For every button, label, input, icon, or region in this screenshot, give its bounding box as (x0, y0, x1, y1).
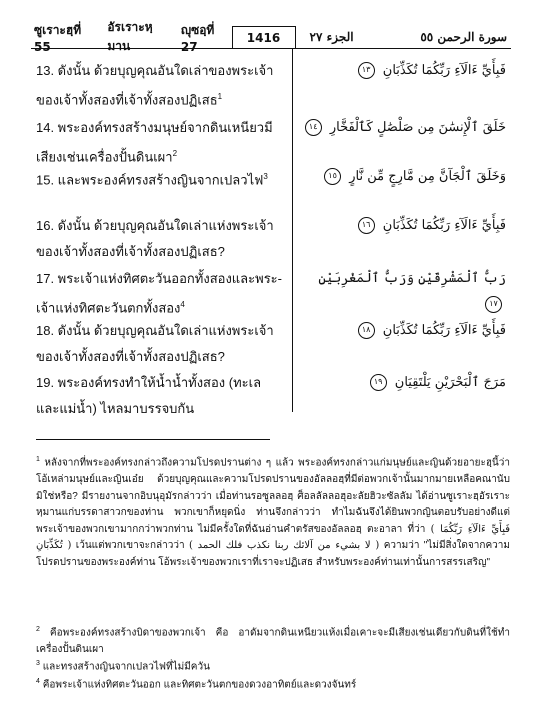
surah-name-th: อัรเราะหฺมาน (107, 20, 153, 53)
verse-line: 15. และพระองค์ทรงสร้างญินจากเปลวไฟ (36, 172, 264, 188)
verse-16 (36, 213, 510, 265)
header-rule (31, 48, 511, 49)
page-number: 1416 (232, 26, 296, 48)
verse-15 (36, 164, 510, 193)
verse-number-icon: ١٥ (324, 168, 341, 185)
verse-line: 13. ดังนั้น ด้วยบุญคุณอันใดเล่าของพระเจ้า (36, 63, 274, 78)
juz-ar: الجزء ٢٧ (309, 30, 354, 44)
verse-line: ของเจ้าทั้งสองที่เจ้าทั้งสองปฏิเสธ? (36, 244, 225, 259)
arabic-text: مَرَجَ ٱلْبَحْرَيْنِ يَلْتَقِيَانِ (394, 375, 506, 390)
verse-arabic (298, 213, 510, 265)
verse-number-icon: ١٩ (370, 374, 387, 391)
arabic-text: فَبِأَيِّ ءَالَآءِ رَبِّكُمَا تُكَذِّبَانِ (382, 323, 506, 338)
footnote-ref[interactable]: 2 (172, 149, 178, 158)
verse-number-icon: ١٣ (358, 62, 375, 79)
verse-line: เสียงเช่นเครื่องปั้นดินเผา (36, 149, 173, 165)
verse-line: 14. พระองค์ทรงสร้างมนุษย์จากดินเหนียวมี (36, 120, 273, 135)
verse-thai (36, 58, 298, 113)
verse-18 (36, 318, 510, 370)
footnote-text: คือพระองค์ทรงสร้างบิดาของพวกเจ้า คือ อาดัมจากดินเหนียวแห้งเมื่อเคาะจะมีเสียงเช่นเดียวกับดินที่ใช้ทำเครื่องปั้นดินเผา (36, 627, 510, 655)
footnote-mark: 3 (36, 660, 40, 667)
footnote-1 (36, 452, 510, 571)
verse-line: 17. พระเจ้าแห่งทิศตะวันออกทั้งสองและพระ- (36, 271, 282, 286)
footnote-2 (36, 622, 510, 659)
verse-number-icon: ١٦ (358, 217, 375, 234)
footnote-text: คือพระเจ้าแห่งทิศตะวันออก และทิศตะวันตกของดวงอาทิตย์และดวงจันทร์ (42, 679, 357, 691)
footnote-ref[interactable]: 4 (180, 300, 185, 309)
footnote-text: และทรงสร้างญินจากเปลวไฟที่ไม่มีควัน (42, 661, 210, 673)
footnote-3 (36, 656, 510, 676)
verse-thai (36, 213, 298, 265)
verse-number-icon: ١٤ (305, 119, 322, 136)
arabic-text: فَبِأَيِّ ءَالَآءِ رَبِّكُمَا تُكَذِّبَانِ (382, 218, 506, 233)
verse-line: ของเจ้าทั้งสองที่เจ้าทั้งสองปฏิเสธ? (36, 349, 225, 364)
verse-19 (36, 370, 510, 422)
arabic-text: وَخَلَقَ ٱلْجَآنَّ مِن مَّارِجٍ مِّن نَّارٍ (349, 169, 506, 184)
verse-arabic (298, 266, 510, 321)
verse-number-icon: ١٨ (358, 322, 375, 339)
verse-17 (36, 266, 510, 321)
verse-number-icon: ١٧ (485, 296, 502, 313)
footnote-mark: 1 (36, 456, 40, 463)
verse-line: ของเจ้าทั้งสองที่เจ้าทั้งสองปฏิเสธ (36, 92, 218, 108)
verse-line: เจ้าแห่งทิศตะวันตกทั้งสอง (36, 300, 181, 316)
footnote-text: ความว่า "ไม่มีสิ่งใดจากความโปรดปรานของพระองค์ท่าน โอ้พระเจ้าของพวกเราที่เราจะปฏิเสธ สำหรับพระองค์ท่านเท่านั้นการสรรเสริญ" (36, 540, 510, 568)
header-left (31, 20, 232, 54)
footnote-arabic: ( فَبِأَيِّ ءَالَآءِ رَبِّكُمَا تُكَذِّبَانِ ) (36, 523, 510, 552)
footnote-mark: 4 (36, 678, 40, 685)
verse-13 (36, 58, 510, 113)
verse-line: 19. พระองค์ทรงทำให้น้ำน้ำทั้งสอง (ทะเล (36, 375, 262, 390)
verse-line: 18. ดังนั้น ด้วยบุญคุณอันใดเล่าแห่งพระเจ้า (36, 323, 274, 338)
footnote-ref[interactable]: 1 (217, 92, 223, 101)
footnote-4 (36, 674, 510, 694)
page-header (31, 20, 511, 54)
verse-arabic (298, 370, 510, 422)
verse-line: 16. ดังนั้น ด้วยบุญคุณอันใดเล่าแห่งพระเจ้า (36, 218, 274, 233)
surah-number-th: ซูเราะฮฺที่ 55 (34, 22, 82, 54)
verse-thai (36, 164, 298, 193)
verse-arabic (298, 115, 510, 170)
header-right (296, 26, 512, 48)
surah-ar: سورة الرحمن ٥٥ (420, 30, 507, 44)
verse-14 (36, 115, 510, 170)
verse-thai (36, 370, 298, 422)
footnote-mark: 2 (36, 626, 40, 633)
verse-arabic (298, 58, 510, 113)
footnote-text: หลังจากที่พระองค์ทรงกล่าวถึงความโปรดปรานต่าง ๆ แล้ว พระองค์ทรงกล่าวแก่มนุษย์และญินด้วยอายะฮฺนี้ว่า โอ้เหล่ามนุษย์และญินเอ๋ย ด้วยบุญคุณและความโปรดปรานของอัลลอฮฺที่มีต่อพวกเจ้านั้นมากมายเหลือคณานับมิใช่หรือ? มีรายงานจากอิบนุอุมัรกล่าวว่า เมื่อท่านรอซูลลอฮฺ ศ็อลลัลลอฮุอะลัยฮิวะซัลลัม ได้อ่านซูเราะฮฺอัรเราะหฺมานแก่บรรดาสาวกของท่าน พวกเขาก็หยุดนิ่ง ท่านจึงกล่าวว่า ทำไมฉันจึงได้ยินพวกญินตอบรับอย่างดีแต่พระเจ้าของพวกเขามากกว่าพวกท่าน ไม่มีครั้งใดที่ฉันอ่านคำตรัสของอัลลอฮฺ ตะอาลา ที่ว่า (36, 457, 511, 535)
verse-arabic (298, 318, 510, 370)
verse-thai (36, 115, 298, 170)
footnote-ref[interactable]: 3 (263, 172, 268, 181)
footnote-text: เว้นแต่พวกเขาจะกล่าวว่า (75, 540, 185, 552)
verse-thai (36, 266, 298, 321)
verse-arabic (298, 164, 510, 193)
arabic-text: فَبِأَيِّ ءَالَآءِ رَبِّكُمَا تُكَذِّبَانِ (382, 63, 506, 78)
footnote-arabic: ( لا بشيء من آلائك ربنا نكذب فلك الحمد ) (188, 540, 380, 552)
juz-th: ญุซอฺที่ 27 (180, 22, 215, 54)
arabic-text: رَبُّ ٱلْمَشْرِقَيْنِ وَرَبُّ ٱلْمَغْرِبَيْنِ (318, 271, 506, 286)
verse-thai (36, 318, 298, 370)
verse-line: และแม่น้ำ) ไหลมาบรรจบกัน (36, 401, 195, 416)
arabic-text: خَلَقَ ٱلْإِنسَٰنَ مِن صَلْصَٰلٍ كَٱلْفَخَّارِ (329, 120, 506, 135)
footnote-divider (36, 439, 270, 440)
